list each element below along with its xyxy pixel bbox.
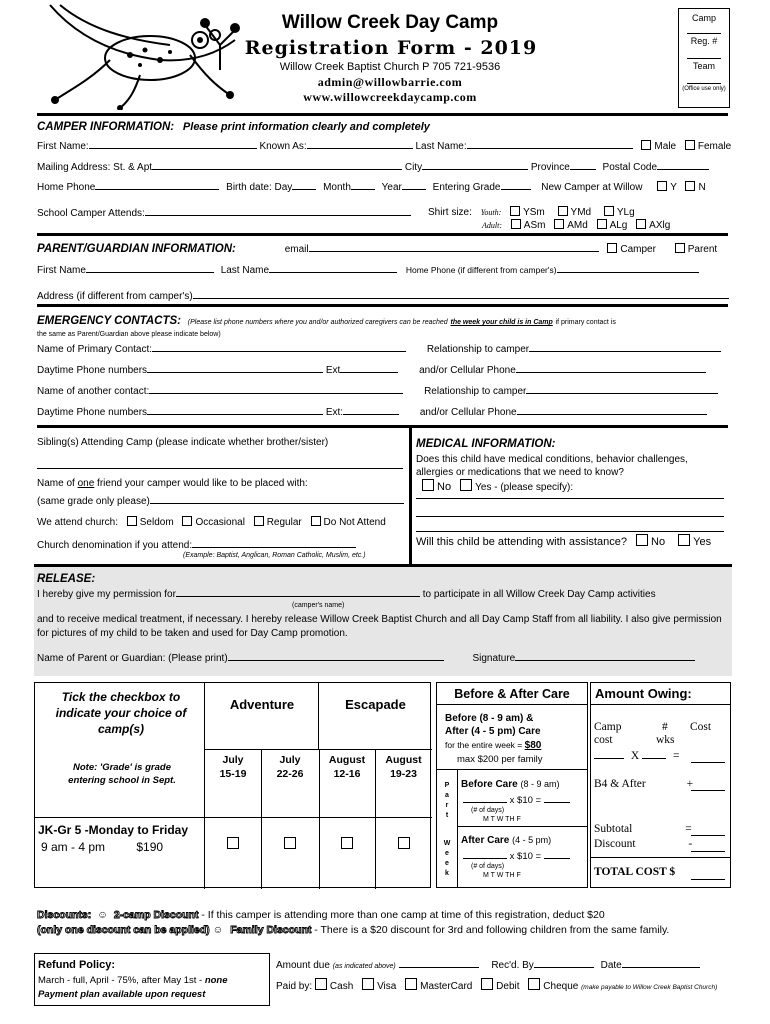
week-1-days: 15-19 — [219, 768, 247, 780]
release-title: RELEASE: — [37, 573, 96, 585]
female-checkbox[interactable] — [685, 140, 695, 150]
emergency-section-title: EMERGENCY CONTACTS: — [37, 315, 181, 327]
new-camper-label: New Camper at Willow — [541, 182, 643, 193]
office-box — [678, 8, 730, 108]
adult-label: Adult: — [482, 221, 502, 230]
asm-label: ASm — [523, 220, 546, 231]
week-3-header — [319, 753, 375, 781]
do-not-attend-label: Do Not Attend — [323, 517, 386, 528]
ylg-checkbox[interactable] — [604, 206, 614, 216]
both-care-b: After (4 - 5 pm) Care — [445, 726, 541, 737]
assist-yes-label: Yes — [693, 536, 712, 548]
friend-input[interactable] — [150, 494, 404, 504]
campers-name-caption: (camper's name) — [292, 602, 345, 609]
assist-no-label: No — [651, 536, 666, 548]
new-camper-no-checkbox[interactable] — [685, 181, 695, 191]
as-indicated-label: (as indicated above) — [332, 963, 396, 970]
amount-eq-1: = — [672, 750, 680, 762]
medical-block — [416, 428, 728, 564]
after-care-label: After Care — [461, 835, 510, 846]
foot-icon — [200, 15, 240, 75]
occasional-label: Occasional — [195, 517, 245, 528]
week-3-checkbox[interactable] — [341, 837, 353, 849]
do-not-attend-checkbox[interactable] — [311, 516, 321, 526]
before-after-box — [436, 682, 588, 888]
ymd-checkbox[interactable] — [558, 206, 568, 216]
entire-week-price: $80 — [524, 740, 542, 751]
camper-section-header — [37, 121, 728, 133]
sibling-block — [37, 428, 409, 564]
after-days-list: M T W TH F — [483, 872, 521, 879]
divider — [37, 233, 728, 236]
another-contact-label: Name of another contact: — [37, 386, 150, 397]
friend-label-b: friend your camper would like to be placed with: — [97, 478, 308, 489]
email-link[interactable]: admin@willowbarrie.com — [317, 75, 463, 89]
camp-count-input[interactable] — [594, 749, 624, 759]
amount-x: X — [630, 750, 640, 762]
week-3-days: 12-16 — [333, 768, 361, 780]
signature-label: Signature — [472, 653, 516, 664]
paid-by-label: Paid by: — [276, 981, 313, 992]
discount-input[interactable] — [691, 842, 725, 852]
attend-label: We attend church: — [37, 517, 118, 528]
date-input[interactable] — [622, 958, 700, 968]
parent-email-input[interactable] — [309, 242, 599, 252]
debit-label: Debit — [496, 981, 520, 992]
ext-1-label: Ext — [325, 365, 341, 376]
daytime-2-label: Daytime Phone numbers — [37, 407, 148, 418]
week-4-month: August — [385, 754, 422, 766]
parent-first-label: First Name — [37, 265, 86, 276]
mailing-input[interactable] — [152, 160, 402, 170]
vertical-divider — [409, 428, 412, 564]
youth-label: Youth: — [480, 208, 502, 217]
cellular-2-label: and/or Cellular Phone — [419, 407, 517, 418]
another-contact-input[interactable] — [149, 384, 403, 394]
friend-label-one: one — [77, 478, 95, 489]
ext-1-input[interactable] — [340, 363, 398, 373]
medical-no-label: No — [437, 481, 452, 493]
hours-label: 9 am - 4 pm — [41, 840, 106, 854]
mastercard-checkbox[interactable] — [405, 978, 417, 990]
camp-instruction: Tick the checkbox to indicate your choice of camp(s) — [55, 690, 187, 736]
total-input[interactable] — [691, 870, 725, 880]
week-4-header — [375, 753, 432, 781]
total-label: TOTAL COST $ — [594, 866, 676, 878]
subtotal-label: Subtotal — [594, 823, 633, 835]
subtotal-input[interactable] — [691, 826, 725, 836]
week-3-month: August — [328, 754, 366, 766]
denomination-label: Church denomination if you attend: — [37, 540, 193, 551]
payment-plan: Payment plan available upon request — [38, 989, 206, 1000]
before-times-label: x $10 = — [509, 795, 542, 806]
amount-box — [590, 682, 731, 888]
axlg-checkbox[interactable] — [636, 219, 646, 229]
axlg-label: AXlg — [649, 220, 671, 231]
cheque-label: Cheque — [543, 981, 579, 992]
before-care-time: (8 - 9 am) — [520, 779, 560, 789]
discounts-label: Discounts: — [37, 909, 92, 921]
province-label: Province — [530, 162, 570, 173]
mastercard-label: MasterCard — [420, 981, 473, 992]
assist-no-checkbox[interactable] — [636, 534, 648, 546]
date-label: Date — [600, 960, 622, 971]
friend-label-a: Name of — [37, 478, 75, 489]
before-days-list: M T W TH F — [483, 816, 521, 823]
after-care-time: (4 - 5 pm) — [512, 835, 552, 845]
after-total-input[interactable] — [544, 849, 570, 859]
cash-label: Cash — [329, 981, 354, 992]
amount-wks-label: wks — [656, 734, 675, 746]
amount-camp-label: Camp — [594, 721, 622, 733]
after-days-caption: (# of days) — [471, 863, 505, 870]
visa-checkbox[interactable] — [362, 978, 374, 990]
recd-label: Rec'd. By — [491, 960, 534, 971]
camper-name-input[interactable] — [176, 587, 420, 597]
refund-text: March - full, April - 75%, after May 1st - — [38, 975, 203, 986]
signature-input[interactable] — [515, 651, 695, 661]
sibling-label: Sibling(s) Attending Camp (please indicate whether brother/sister) — [37, 437, 329, 448]
parent-section-title: PARENT/GUARDIAN INFORMATION: — [37, 243, 236, 255]
medical-input-2[interactable] — [416, 507, 724, 517]
known-as-input[interactable] — [307, 139, 413, 149]
y-label: Y — [670, 182, 677, 193]
home-phone-label: Home Phone — [37, 182, 96, 193]
ymd-label: YMd — [570, 207, 592, 218]
cellular-2-input[interactable] — [517, 405, 707, 415]
month-input[interactable] — [351, 180, 375, 190]
grade-input[interactable] — [501, 180, 531, 190]
primary-contact-label: Name of Primary Contact: — [37, 344, 153, 355]
school-input[interactable] — [145, 206, 411, 216]
mailing-label: Mailing Address: St. & Apt — [37, 162, 153, 173]
amount-eq-2: = — [685, 823, 692, 835]
week-count-input[interactable] — [642, 749, 666, 759]
n-label: N — [698, 182, 706, 193]
postal-label: Postal Code — [602, 162, 658, 173]
relationship-2-input[interactable] — [526, 384, 718, 394]
week-2-month: July — [279, 754, 301, 766]
denomination-input[interactable] — [192, 538, 356, 548]
new-camper-yes-checkbox[interactable] — [657, 181, 667, 191]
week-4-checkbox[interactable] — [398, 837, 410, 849]
parent-phone-label: Home Phone (if different from camper's) — [405, 265, 557, 275]
amount-due-label: Amount due — [276, 960, 330, 971]
medical-input-3[interactable] — [416, 522, 724, 532]
week-1-month: July — [222, 754, 244, 766]
parent-address-input[interactable] — [193, 289, 729, 299]
week-2-header — [261, 753, 319, 781]
divider — [37, 113, 728, 116]
week-1-checkbox[interactable] — [227, 837, 239, 849]
friend-row — [37, 478, 308, 489]
medical-input-1[interactable] — [416, 489, 724, 499]
guardian-label: Name of Parent or Guardian: (Please print) — [37, 653, 228, 664]
alg-checkbox[interactable] — [597, 219, 607, 229]
permission-label: I hereby give my permission for — [37, 589, 176, 600]
discounts-line-1 — [37, 909, 605, 921]
birth-day-label: Birth date: Day — [226, 182, 293, 193]
medical-question: Does this child have medical conditions, behavior challenges, allergies or medications that we need to know? — [416, 454, 688, 478]
amount-title: Amount Owing: — [595, 686, 692, 701]
last-name-label: Last Name: — [415, 141, 467, 152]
release-block — [34, 564, 732, 676]
shirt-label: Shirt size: — [428, 207, 472, 218]
week-1-header — [205, 753, 261, 781]
daytime-1-input[interactable] — [147, 363, 323, 373]
before-care-label: Before Care — [461, 779, 518, 790]
cash-checkbox[interactable] — [315, 978, 327, 990]
ylg-label: YLg — [616, 207, 635, 218]
office-reg: Reg. # — [690, 36, 718, 46]
amount-cost-sub: cost — [594, 734, 613, 746]
week-2-days: 22-26 — [276, 768, 304, 780]
camp-table — [34, 682, 431, 888]
form-title: Registration Form - 2019 — [244, 37, 538, 59]
male-label: Male — [654, 141, 677, 152]
sibling-input[interactable] — [37, 459, 403, 469]
grade-label: Entering Grade — [432, 182, 501, 193]
office-team: Team — [692, 61, 715, 71]
email-camper-checkbox[interactable] — [607, 243, 617, 253]
church-line: Willow Creek Baptist Church P 705 721-9536 — [279, 61, 501, 73]
participate-label: to participate in all Willow Creek Day Camp activities — [422, 589, 656, 600]
denomination-example: (Example: Baptist, Anglican, Roman Catholic, Muslim, etc.) — [183, 552, 366, 559]
parent-address-label: Address (if different from camper's) — [37, 291, 193, 302]
before-days-input[interactable] — [463, 793, 507, 803]
seldom-label: Seldom — [139, 517, 174, 528]
asm-checkbox[interactable] — [511, 219, 521, 229]
ysm-label: YSm — [523, 207, 545, 218]
camper-instruction: Please print information clearly and completely — [182, 121, 430, 133]
amd-checkbox[interactable] — [554, 219, 564, 229]
before-after-title: Before & After Care — [454, 687, 570, 701]
relationship-1-label: Relationship to camper — [426, 344, 530, 355]
amount-plus: + — [686, 778, 694, 790]
month-label: Month — [323, 182, 351, 193]
divider — [37, 304, 728, 307]
parent-first-input[interactable] — [86, 263, 214, 273]
grades-label: JK-Gr 5 -Monday to Friday — [38, 823, 189, 837]
week-2-checkbox[interactable] — [284, 837, 296, 849]
cheque-checkbox[interactable] — [528, 978, 540, 990]
amd-label: AMd — [567, 220, 588, 231]
discounts-line-2 — [37, 924, 669, 936]
medical-yes-label: Yes - (please specify): — [475, 482, 574, 493]
primary-contact-input[interactable] — [152, 342, 406, 352]
last-name-input[interactable] — [467, 139, 633, 149]
city-input[interactable] — [422, 160, 528, 170]
ext-2-label: Ext: — [325, 407, 344, 418]
max-label: max $200 per family — [457, 754, 543, 765]
school-label: School Camper Attends: — [37, 208, 145, 219]
medical-title: MEDICAL INFORMATION: — [416, 438, 556, 450]
week-4-days: 19-23 — [390, 768, 417, 780]
debit-checkbox[interactable] — [481, 978, 493, 990]
home-phone-input[interactable] — [95, 180, 219, 190]
year-input[interactable] — [402, 180, 426, 190]
parent-last-input[interactable] — [269, 263, 397, 273]
same-grade-label: (same grade only please) — [37, 496, 150, 507]
emergency-note-line2: the same as Parent/Guardian above please indicate below) — [37, 331, 221, 338]
discount-label: Discount — [594, 838, 636, 850]
refund-box — [34, 953, 270, 1006]
email-camper-label: Camper — [620, 244, 656, 255]
camper-section-title: CAMPER INFORMATION: — [37, 121, 175, 133]
known-as-label: Known As: — [259, 141, 307, 152]
visa-label: Visa — [377, 981, 397, 992]
price-label: $190 — [136, 840, 164, 854]
province-input[interactable] — [570, 160, 596, 170]
family-text: - There is a $20 discount for 3rd and following children from the same family. — [314, 924, 670, 936]
camp-cost-input[interactable] — [691, 753, 725, 763]
relationship-2-label: Relationship to camper — [424, 386, 527, 397]
smile-icon: ☺ — [97, 909, 108, 921]
office-use-only: (Office use only) — [682, 86, 726, 92]
refund-title: Refund Policy: — [38, 959, 116, 971]
emergency-note: (Please list phone numbers where you and/or authorized caregivers can be reached — [187, 319, 448, 326]
daytime-2-input[interactable] — [147, 405, 323, 415]
parent-phone-input[interactable] — [557, 263, 699, 273]
first-name-input[interactable] — [89, 139, 257, 149]
two-camp-text: - If this camper is attending more than one camp at time of this registration, deduct $20 — [201, 909, 605, 921]
adult-size-group — [482, 219, 670, 231]
shirt-size-group — [428, 206, 635, 218]
recd-input[interactable] — [534, 958, 594, 968]
ext-2-input[interactable] — [343, 405, 399, 415]
seldom-checkbox[interactable] — [127, 516, 137, 526]
escapade-header: Escapade — [345, 697, 406, 712]
email-parent-checkbox[interactable] — [675, 243, 685, 253]
b4after-label: B4 & After — [594, 778, 646, 790]
before-total-input[interactable] — [544, 793, 570, 803]
adventure-header: Adventure — [229, 697, 295, 712]
release-body: and to receive medical treatment, if necessary. I hereby release Willow Creek Baptist Church and all Day Camp Staff from all liability. I also give permission for pictures of my child to be taken and used for Day Camp promotion. — [37, 614, 722, 639]
only-one-label: (only one discount can be applied) — [37, 924, 210, 936]
website-link[interactable]: www.willowcreekdaycamp.com — [303, 90, 477, 104]
postal-input[interactable] — [657, 160, 709, 170]
amount-due-input[interactable] — [399, 958, 479, 968]
female-label: Female — [697, 141, 732, 152]
regular-label: Regular — [266, 517, 302, 528]
relationship-1-input[interactable] — [529, 342, 721, 352]
ysm-checkbox[interactable] — [510, 206, 520, 216]
payable-label: (make payable to Willow Creek Baptist Church) — [581, 984, 718, 991]
camp-title: Willow Creek Day Camp — [281, 12, 499, 33]
alg-label: ALg — [609, 220, 628, 231]
after-times-label: x $10 = — [509, 851, 542, 862]
year-label: Year — [381, 182, 402, 193]
guardian-input[interactable] — [228, 651, 444, 661]
assist-label: Will this child be attending with assistance? — [416, 536, 627, 548]
office-camp: Camp — [691, 13, 716, 23]
assist-yes-checkbox[interactable] — [678, 534, 690, 546]
part-week-label: P a r t W e e k — [443, 782, 451, 877]
amount-cost-label: Cost — [690, 721, 712, 733]
occasional-checkbox[interactable] — [182, 516, 192, 526]
emergency-note-emph: the week your child is in Camp — [450, 319, 553, 326]
parent-last-label: Last Name — [220, 265, 270, 276]
birth-day-input[interactable] — [292, 180, 316, 190]
regular-checkbox[interactable] — [254, 516, 264, 526]
cellular-1-label: and/or Cellular Phone — [419, 365, 516, 376]
male-checkbox[interactable] — [641, 140, 651, 150]
before-days-caption: (# of days) — [471, 807, 505, 814]
family-label: Family Discount — [230, 924, 312, 936]
first-name-label: First Name: — [37, 141, 89, 152]
b4after-input[interactable] — [691, 781, 725, 791]
emergency-note-tail: if primary contact is — [555, 319, 616, 326]
after-days-input[interactable] — [463, 849, 507, 859]
city-label: City — [404, 162, 423, 173]
entire-week-label: for the entire week = — [445, 740, 523, 750]
parent-email-label: email — [284, 244, 309, 255]
smile-icon: ☺ — [212, 924, 224, 936]
email-parent-label: Parent — [687, 244, 718, 255]
refund-none: none — [204, 975, 228, 986]
both-care-a: Before (8 - 9 am) & — [445, 713, 534, 724]
amount-minus: - — [688, 838, 693, 850]
amount-num-label: # — [662, 721, 668, 733]
two-camp-label: 2-camp Discount — [113, 909, 199, 921]
cellular-1-input[interactable] — [516, 363, 706, 373]
grade-note: Note: 'Grade' is grade entering school in Sept. — [68, 762, 176, 786]
daytime-1-label: Daytime Phone numbers — [37, 365, 148, 376]
